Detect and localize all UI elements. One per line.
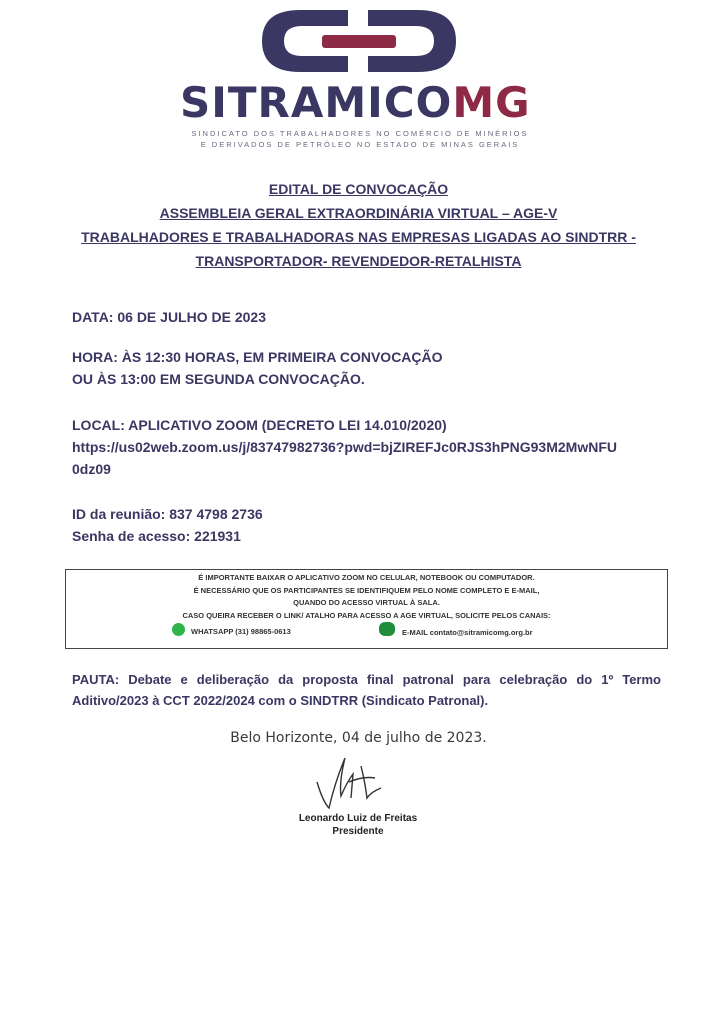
place-date: Belo Horizonte, 04 de julho de 2023. — [230, 730, 487, 746]
notice-line: É IMPORTANTE BAIXAR O APLICATIVO ZOOM NO CELULAR, NOTEBOOK OU COMPUTADOR. — [198, 573, 535, 582]
zoom-link[interactable]: https://us02web.zoom.us/j/83747982736?pwd=bjZIREFJc0RJS3hPNG93M2MwNFU — [72, 439, 617, 455]
email-icon — [379, 622, 395, 636]
agenda-text: PAUTA: Debate e deliberação da proposta final patronal para celebração do 1º Termo Aditivo/2023 à CCT 2022/2024 com o SINDTRR (Sindicato Patronal). — [72, 672, 661, 708]
sitramicomg-logo — [0, 0, 717, 160]
meeting-date: DATA: 06 DE JULHO DE 2023 — [72, 309, 266, 325]
meeting-location — [72, 414, 617, 480]
signer-role: Presidente — [332, 826, 384, 837]
location-text: LOCAL: APLICATIVO ZOOM (DECRETO LEI 14.010/2020) — [72, 417, 447, 433]
notice-line: É NECESSÁRIO QUE OS PARTICIPANTES SE IDENTIFIQUEM PELO NOME COMPLETO E E-MAIL, — [193, 585, 540, 595]
title-trabalhadores: TRABALHADORES E TRABALHADORAS NAS EMPRESAS LIGADAS AO SINDTRR - — [81, 229, 636, 245]
tagline-line: E DERIVADOS DE PETRÓLEO NO ESTADO DE MINAS GERAIS — [200, 140, 520, 149]
signer-block — [278, 812, 438, 838]
handwritten-signature — [305, 752, 395, 812]
meeting-password: Senha de acesso: 221931 — [72, 528, 241, 544]
title-edital: EDITAL DE CONVOCAÇÃO — [268, 181, 449, 197]
brand-wordmark: SITRAMICOMG — [180, 78, 531, 127]
whatsapp-contact[interactable]: WHATSAPP (31) 98865-0613 — [191, 627, 291, 636]
chain-link-emblem — [0, 0, 717, 80]
time-first-call: HORA: ÀS 12:30 HORAS, EM PRIMEIRA CONVOCAÇÃO — [72, 349, 443, 365]
signer-name: Leonardo Luiz de Freitas — [298, 813, 418, 824]
meeting-credentials — [72, 503, 263, 547]
contact-channels — [66, 622, 667, 640]
document-title — [60, 177, 657, 273]
brand-tagline — [150, 128, 570, 150]
notice-line: QUANDO DO ACESSO VIRTUAL À SALA. — [293, 598, 440, 607]
meeting-id: ID da reunião: 837 4798 2736 — [72, 506, 263, 522]
time-second-call: OU ÀS 13:00 EM SEGUNDA CONVOCAÇÃO. — [72, 371, 365, 387]
notice-box — [65, 569, 668, 649]
meeting-time — [72, 346, 443, 390]
zoom-link-continued[interactable]: 0dz09 — [72, 461, 111, 477]
email-contact[interactable]: E-MAIL contato@sitramicomg.org.br — [402, 628, 533, 637]
notice-line: CASO QUEIRA RECEBER O LINK/ ATALHO PARA ACESSO A AGE VIRTUAL, SOLICITE PELOS CANAIS: — [182, 610, 551, 620]
tagline-line: SINDICATO DOS TRABALHADORES NO COMÉRCIO DE MINÉRIOS — [191, 129, 529, 138]
whatsapp-icon — [172, 623, 185, 636]
title-assembleia: ASSEMBLEIA GERAL EXTRAORDINÁRIA VIRTUAL – AGE-V — [159, 205, 558, 221]
title-transportador: TRANSPORTADOR- REVENDEDOR-RETALHISTA — [195, 253, 522, 269]
